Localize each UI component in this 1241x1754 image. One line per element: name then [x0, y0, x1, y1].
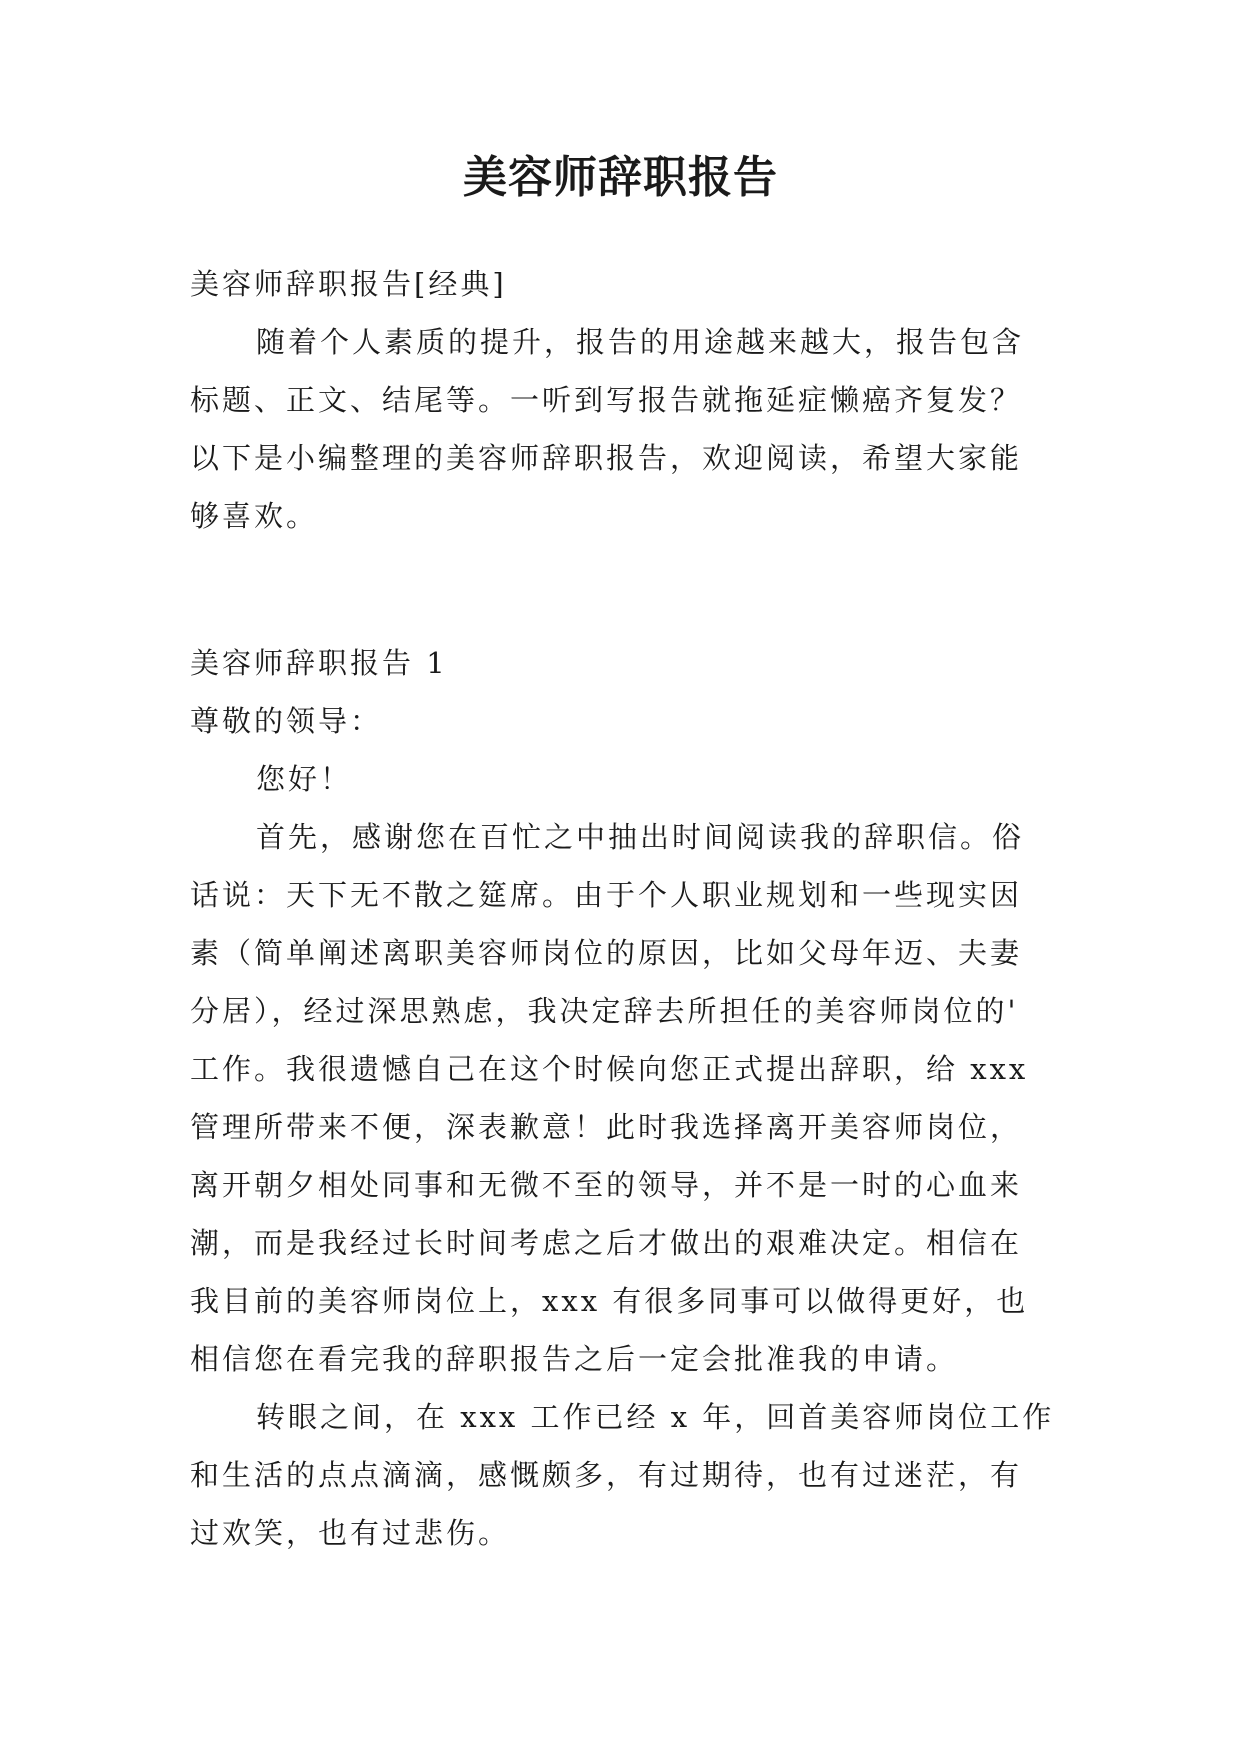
- paragraph-line: 过欢笑，也有过悲伤。: [190, 1516, 511, 1550]
- paragraph-line: 转眼之间，在 xxx 工作已经 x 年，回首美容师岗位工作: [256, 1400, 1055, 1434]
- intro-line: 标题、正文、结尾等。一听到写报告就拖延症懒癌齐复发？: [190, 383, 1023, 417]
- paragraph-line: 分居），经过深思熟虑，我决定辞去所担任的美容师岗位的': [190, 994, 1019, 1028]
- paragraph-line: 相信您在看完我的辞职报告之后一定会批准我的申请。: [190, 1342, 959, 1376]
- paragraph-line: 工作。我很遗憾自己在这个时候向您正式提出辞职，给 xxx: [190, 1052, 1029, 1086]
- salutation: 尊敬的领导：: [190, 704, 383, 738]
- greeting: 您好！: [256, 762, 353, 796]
- intro-line: 以下是小编整理的美容师辞职报告，欢迎阅读，希望大家能: [190, 441, 1023, 475]
- paragraph-line: 话说：天下无不散之筵席。由于个人职业规划和一些现实因: [190, 878, 1023, 912]
- paragraph-line: 离开朝夕相处同事和无微不至的领导，并不是一时的心血来: [190, 1168, 1023, 1202]
- paragraph-line: 素（简单阐述离职美容师岗位的原因，比如父母年迈、夫妻: [190, 936, 1023, 970]
- paragraph-line: 首先，感谢您在百忙之中抽出时间阅读我的辞职信。俗: [256, 820, 1025, 854]
- paragraph-line: 管理所带来不便，深表歉意！此时我选择离开美容师岗位，: [190, 1110, 1023, 1144]
- document-title: 美容师辞职报告: [463, 152, 778, 203]
- intro-block: [190, 255, 1050, 545]
- paragraph-line: 我目前的美容师岗位上，xxx 有很多同事可以做得更好，也: [190, 1284, 1029, 1318]
- paragraph-line: 和生活的点点滴滴，感慨颇多，有过期待，也有过迷茫，有: [190, 1458, 1023, 1492]
- letter-block: [190, 634, 1055, 1562]
- intro-line: 够喜欢。: [190, 499, 319, 533]
- subtitle-line: 美容师辞职报告[经典]: [190, 267, 507, 301]
- paragraph-line: 潮，而是我经过长时间考虑之后才做出的艰难决定。相信在: [190, 1226, 1023, 1260]
- section-title: 美容师辞职报告 1: [190, 646, 448, 680]
- intro-line: 随着个人素质的提升，报告的用途越来越大，报告包含: [256, 325, 1025, 359]
